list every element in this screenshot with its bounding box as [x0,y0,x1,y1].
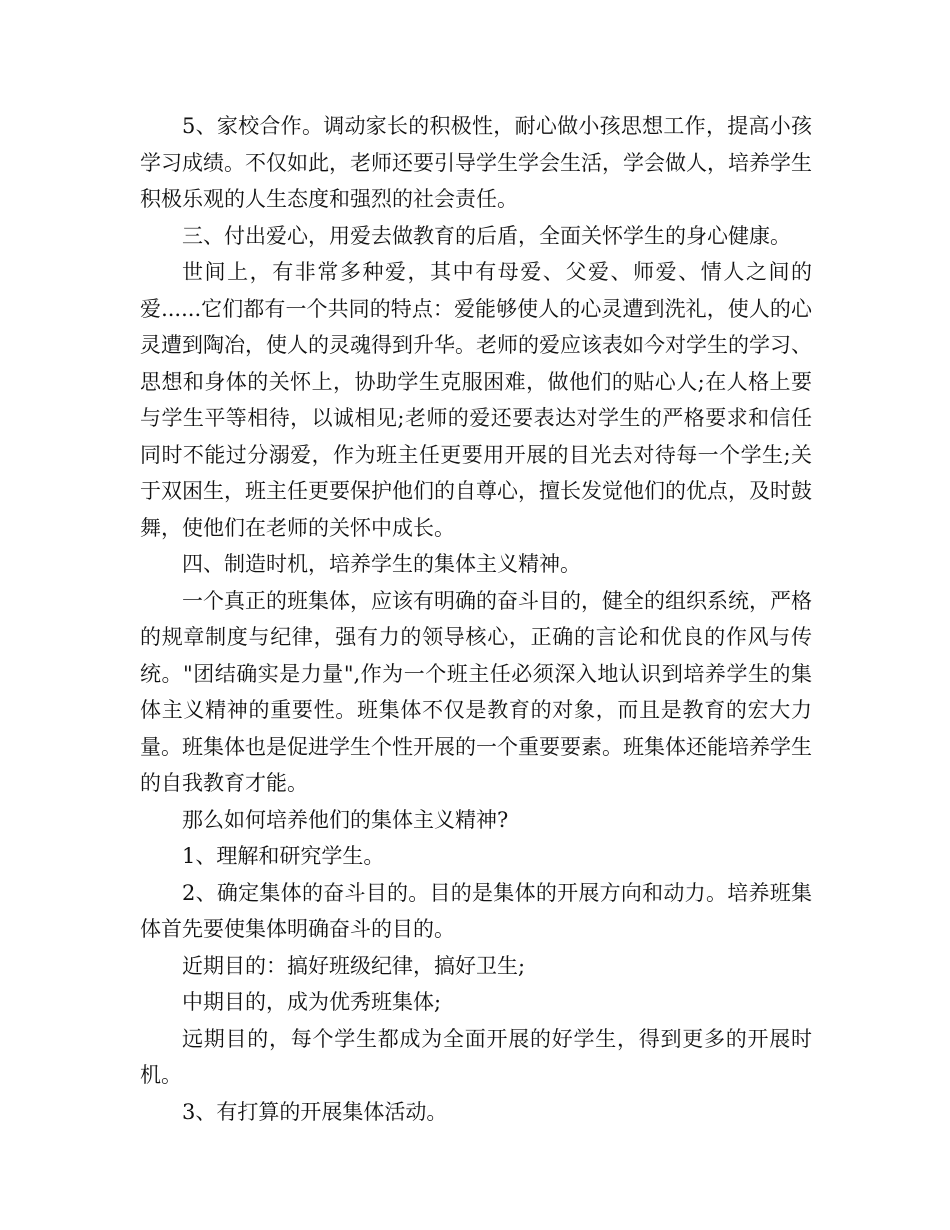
heading-section-four: 四、制造时机，培养学生的集体主义精神。 [182,552,581,576]
list-item-three: 3、有打算的开展集体活动。 [182,1099,448,1124]
document-page [140,108,812,1130]
goal-near-term: 近期目的：搞好班级纪律，搞好卫生; [182,953,526,978]
paragraph-kinds-of-love: 世间上，有非常多种爱，其中有母爱、父爱、师爱、情人之间的爱......它们都有一个共同的特点：爱能够使人的心灵遭到洗礼，使人的心灵遭到陶冶，使人的灵魂得到升华。老师的爱应该表如今对学生的学习、思想和身体的关怀上，协助学生克服困难，做他们的贴心人;在人格上要与学生平等相待，以诚相见;老师的爱还要表达对学生的严格要求和信任同时不能过分溺爱，作为班主任更要用开展的目光去对待每一个学生;关于双困生，班主任更要保护他们的自尊心，擅长发觉他们的优点，及时鼓舞，使他们在老师的关怀中成长。 [140,260,812,540]
list-item-two: 2、确定集体的奋斗目的。目的是集体的开展方向和动力。培养班集体首先要使集体明确奋斗的目的。 [140,880,812,941]
paragraph-question: 那么如何培养他们的集体主义精神? [182,807,509,832]
heading-section-three: 三、付出爱心，用爱去做教育的后盾，全面关怀学生的身心健康。 [182,223,791,248]
list-item-one: 1、理解和研究学生。 [182,844,385,868]
paragraph-home-school-cooperation: 5、家校合作。调动家长的积极性，耐心做小孩思想工作，提高小孩学习成绩。不仅如此，老师还要引导学生学会生活，学会做人，培养学生积极乐观的人生态度和强烈的社会责任。 [140,114,812,211]
goal-long-term: 远期目的，每个学生都成为全面开展的好学生，得到更多的开展时机。 [140,1026,812,1087]
goal-mid-term: 中期目的，成为优秀班集体; [182,990,442,1014]
paragraph-class-collective: 一个真正的班集体，应该有明确的奋斗目的，健全的组织系统，严格的规章制度与纪律，强有力的领导核心，正确的言论和优良的作风与传统。"团结确实是力量",作为一个班主任必须深入地认识到培养学生的集体主义精神的重要性。班集体不仅是教育的对象，而且是教育的宏大力量。班集体也是促进学生个性开展的一个重要要素。班集体还能培养学生的自我教育才能。 [140,588,812,795]
